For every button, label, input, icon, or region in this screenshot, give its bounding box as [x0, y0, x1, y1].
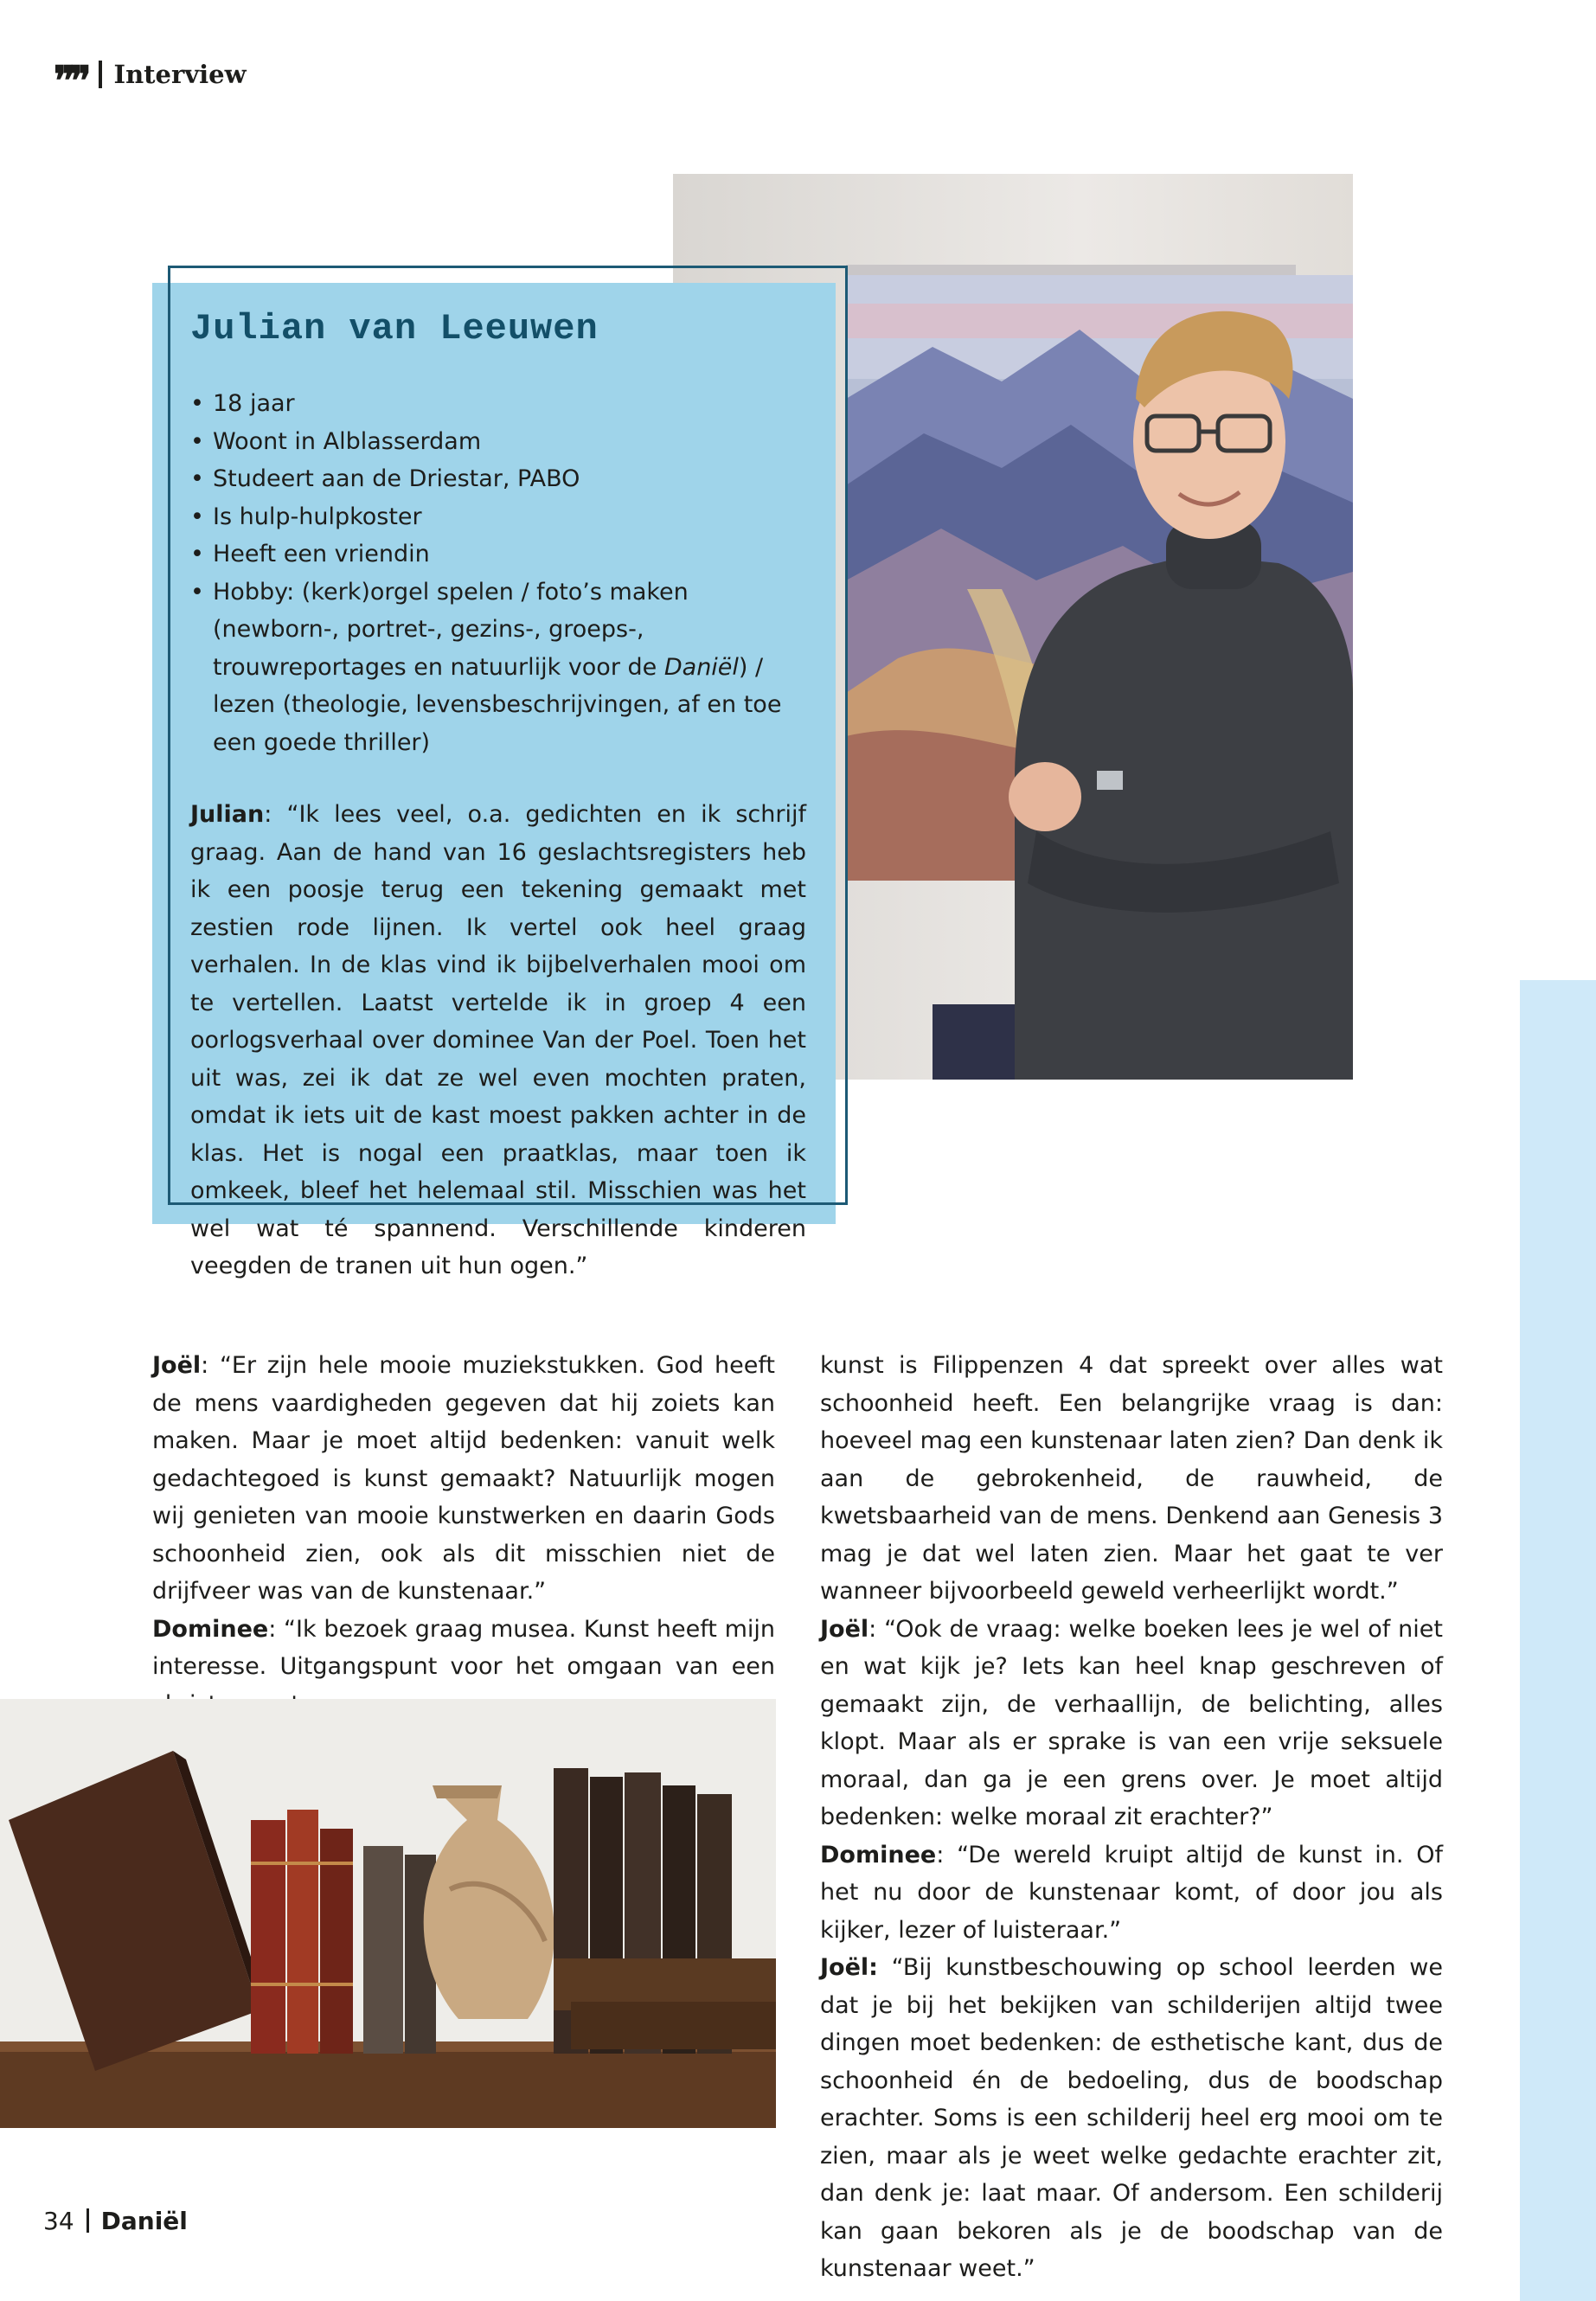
article-column-left: [152, 1347, 775, 1723]
article-paragraph: [152, 1347, 775, 1611]
paragraph-text: : “Ik bezoek graag musea. Kunst heeft mijn interesse. Uitgangspunt voor het omgaan van een: [152, 1615, 775, 1680]
magazine-name: Daniël: [100, 2206, 188, 2235]
profile-name: Julian van Leeuwen: [190, 308, 599, 349]
fact-item: • Studeert aan de Driestar, PABO: [190, 460, 806, 498]
fact-item: • Is hulp-hulpkoster: [190, 498, 806, 536]
paragraph-text: : “Ook de vraag: welke boeken lees je wel of niet en wat kijk je? Iets kan heel knap geschreven of gemaakt zijn, de verhaallijn, de belichting, alles klopt. Maar als er sprake is van een vrije seksuele moraal, dan ga je een grens over. Je moet altijd bedenken: welke moraal zit erachter?”: [820, 1615, 1443, 1830]
article-paragraph: [820, 1949, 1443, 2288]
paragraph-text: “Bij kunstbeschouwing op school leerden we dat je bij het bekijken van schilderijen altijd twee dingen moet bedenken: de esthetische kant, dus de schoonheid én de bedoeling, dus de boodschap erachter. Soms is een schilderij heel erg mooi om te zien, maar als je weet welke gedachte erachter zit, dan denk je: laat maar. Of andersom. Een schilderij kan gaan bekoren als je de boodschap van de kunstenaar weet.”: [820, 1954, 1443, 2282]
fact-item: • Heeft een vriendin: [190, 535, 806, 574]
article-paragraph: [820, 1836, 1443, 1950]
profile-box: [190, 307, 806, 1285]
hobby-text: Hobby: (kerk)orgel spelen / foto’s maken (newborn-, portret-, gezins-, groeps-, trouwreportages en natuurlijk voor de: [213, 578, 689, 681]
profile-facts: [190, 385, 806, 761]
fact-item-hobby: [190, 574, 806, 762]
speaker: Joël: [152, 1352, 202, 1379]
quote-mark-icon: ❞❞: [54, 57, 87, 104]
section-header: [54, 57, 247, 104]
paragraph-text: : “De wereld kruipt altijd de kunst in. Of het nu door de kunstenaar komt, of door jou als kijker, lezer of luisteraar.”: [820, 1841, 1443, 1944]
hobby-text-rest: ) / lezen (theologie, levensbeschrijvingen, af en toe een goede thriller): [213, 653, 782, 756]
page-footer: [43, 2205, 188, 2236]
footer-divider: [87, 2208, 89, 2233]
page-number: 34: [43, 2206, 74, 2235]
hobby-magazine: Daniël: [663, 653, 739, 681]
fact-item: • 18 jaar: [190, 385, 806, 423]
books-illustration: [0, 1699, 776, 2128]
section-title: Interview: [113, 60, 247, 89]
header-divider: [99, 61, 102, 88]
speaker: Dominee: [820, 1841, 937, 1868]
article-paragraph: [820, 1347, 1443, 1611]
quote-speaker: Julian: [190, 801, 265, 828]
paragraph-text: kunst is Filippenzen 4 dat spreekt over alles wat schoonheid heeft. Een belangrijke vraag is dan: hoeveel mag een kunstenaar laten zien? Dan denk ik aan de gebrokenheid, de rauwheid, de kwetsbaarheid van de mens. Denkend aan Genesis 3 mag je dat wel laten zien. Maar het gaat te ver wanneer bijvoorbeeld geweld verheerlijkt wordt.”: [820, 1352, 1443, 1605]
sidebar-accent-strip: [1520, 980, 1596, 2301]
quote-text: : “Ik lees veel, o.a. gedichten en ik schrijf graag. Aan de hand van 16 geslachtsregisters heb ik een poosje terug een tekening gemaakt met zestien rode lijnen. Ik vertel ook heel graag verhalen. In de klas vind ik bijbelverhalen mooi om te vertellen. Laatst vertelde ik in groep 4 een oorlogsverhaal over dominee Van der Poel. Toen het uit was, zei ik dat ze wel even mochten praten, omdat ik iets uit de kast moest pakken achter in de klas. Het is nogal een praatklas, maar toen ik omkeek, bleef het helemaal stil. Misschien was het wel wat té spannend. Verschillende kinderen veegden de tranen uit hun ogen.”: [190, 801, 806, 1279]
speaker: Joël:: [820, 1954, 878, 1981]
fact-item: • Woont in Alblasserdam: [190, 423, 806, 461]
speaker: Joël: [820, 1615, 869, 1643]
paragraph-text: : “Er zijn hele mooie muziekstukken. God heeft de mens vaardigheden gegeven dat hij zoiets kan maken. Maar je moet altijd bedenken: vanuit welk gedachtegoed is kunst gemaakt? Natuurlijk mogen wij genieten van mooie kunstwerken en daarin Gods schoonheid zien, ook als dit misschien niet de drijfveer was van de kunstenaar.”: [152, 1352, 775, 1605]
article-column-right: [820, 1347, 1443, 2288]
speaker: Dominee: [152, 1615, 269, 1643]
julian-quote: [190, 796, 806, 1285]
article-paragraph: [820, 1611, 1443, 1836]
books-photo: [0, 1699, 776, 2128]
